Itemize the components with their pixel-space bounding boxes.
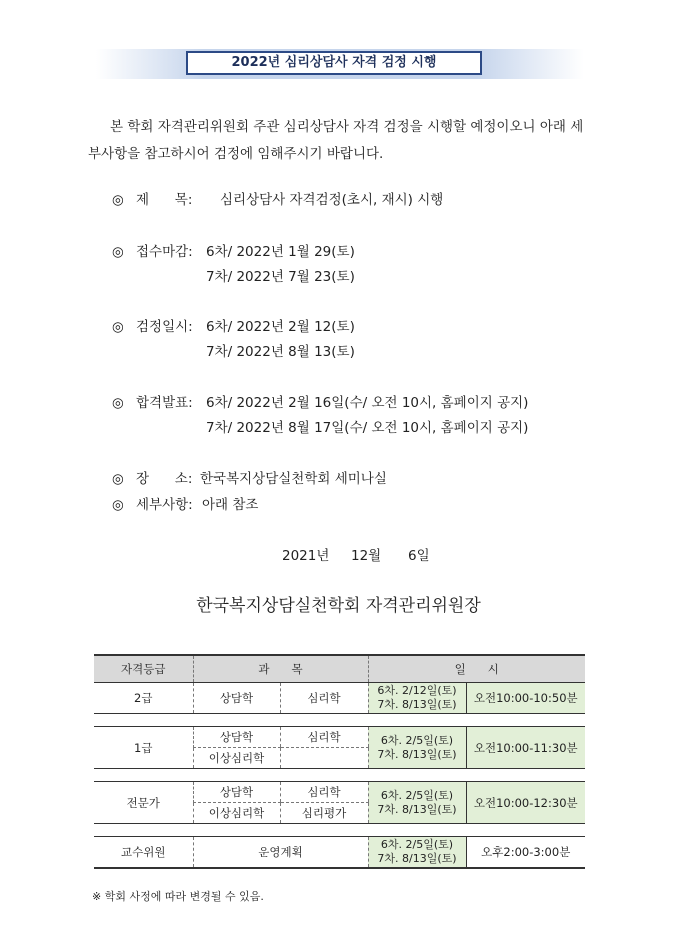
date-line-1: 6차. 2/5일(토) bbox=[380, 733, 454, 747]
date-cell bbox=[368, 837, 466, 869]
page-title: 2022년 심리상담사 자격 검정 시행 bbox=[186, 51, 482, 75]
date-cell bbox=[368, 727, 466, 769]
subject-cell: 이상심리학 bbox=[193, 748, 280, 769]
row-gap bbox=[94, 824, 585, 837]
date-line-1: 6차. 2/12일(토) bbox=[377, 684, 457, 697]
table-row bbox=[94, 782, 585, 803]
subject-cell: 운영계획 bbox=[193, 837, 368, 869]
subject-item bbox=[112, 188, 443, 213]
exam-line2: 7차/ 2022년 8월 13(토) bbox=[206, 344, 355, 360]
header-grade: 자격등급 bbox=[94, 655, 193, 683]
date-line-2: 7차. 8/13일(토) bbox=[377, 747, 457, 761]
date-day: 6일 bbox=[408, 548, 430, 564]
bullet-mark: ◎ bbox=[112, 244, 124, 260]
schedule-table bbox=[94, 654, 585, 869]
details-value: 아래 참조 bbox=[202, 497, 259, 513]
grade-cell: 교수위원 bbox=[94, 837, 193, 869]
exam-line1: 6차/ 2022년 2월 12(토) bbox=[206, 319, 355, 335]
subject-cell: 심리학 bbox=[280, 782, 368, 803]
deadline-label: 접수마감: bbox=[136, 244, 193, 260]
details-label: 세부사항: bbox=[136, 497, 193, 513]
place-item bbox=[112, 467, 387, 492]
subject-cell: 상담학 bbox=[193, 727, 280, 748]
table-row bbox=[94, 837, 585, 869]
grade-cell: 전문가 bbox=[94, 782, 193, 824]
bullet-mark: ◎ bbox=[112, 319, 124, 335]
date-line-2: 7차. 8/13일(토) bbox=[377, 698, 457, 711]
subject-cell bbox=[280, 748, 368, 769]
place-value: 한국복지상담실천학회 세미나실 bbox=[200, 471, 387, 487]
row-gap bbox=[94, 769, 585, 782]
table-row bbox=[94, 727, 585, 748]
date-year: 2021년 bbox=[282, 548, 330, 564]
result-label: 합격발표: bbox=[136, 395, 193, 411]
table-header-row bbox=[94, 655, 585, 683]
header-schedule: 일 시 bbox=[368, 655, 585, 683]
result-line2: 7차/ 2022년 8월 17일(수/ 오전 10시, 홈페이지 공지) bbox=[206, 420, 529, 436]
deadline-item bbox=[112, 240, 355, 265]
result-item bbox=[112, 391, 528, 416]
subject-cell: 상담학 bbox=[193, 782, 280, 803]
date-line-2: 7차. 8/13일(토) bbox=[377, 852, 457, 865]
bullet-mark: ◎ bbox=[112, 192, 124, 208]
bullet-mark: ◎ bbox=[112, 471, 124, 487]
exam-label: 검정일시: bbox=[136, 319, 193, 335]
footnote: ※ 학회 사정에 따라 변경될 수 있음. bbox=[92, 890, 264, 903]
intro-paragraph: 본 학회 자격관리위원회 주관 심리상담사 자격 검정을 시행할 예정이오니 아래 세부사항을 참고하시어 검정에 임해주시기 바랍니다. bbox=[88, 119, 584, 162]
subject-value: 심리상담사 자격검정(초시, 재시) 시행 bbox=[220, 192, 444, 208]
details-item bbox=[112, 493, 258, 518]
title-banner bbox=[96, 49, 584, 79]
bullet-mark: ◎ bbox=[112, 497, 124, 513]
place-label: 장 소: bbox=[136, 471, 193, 487]
time-cell: 오전10:00-10:50분 bbox=[466, 683, 585, 714]
row-gap bbox=[94, 714, 585, 727]
grade-cell: 1급 bbox=[94, 727, 193, 769]
time-cell: 오전10:00-11:30분 bbox=[466, 727, 585, 769]
date-line-1: 6차. 2/5일(토) bbox=[380, 788, 454, 802]
date-cell bbox=[368, 782, 466, 824]
table-row bbox=[94, 683, 585, 714]
date-month: 12월 bbox=[351, 548, 382, 564]
date-line-2: 7차. 8/13일(토) bbox=[377, 802, 457, 816]
subject-cell: 상담학 bbox=[193, 683, 280, 714]
subject-label: 제 목: bbox=[136, 192, 193, 208]
grade-cell: 2급 bbox=[94, 683, 193, 714]
exam-item bbox=[112, 315, 355, 340]
subject-cell: 심리평가 bbox=[280, 803, 368, 824]
time-cell: 오후2:00-3:00분 bbox=[466, 837, 585, 869]
time-cell: 오전10:00-12:30분 bbox=[466, 782, 585, 824]
date-cell bbox=[368, 683, 466, 714]
header-subject: 과 목 bbox=[193, 655, 368, 683]
subject-cell: 심리학 bbox=[280, 683, 368, 714]
result-line1: 6차/ 2022년 2월 16일(수/ 오전 10시, 홈페이지 공지) bbox=[206, 395, 529, 411]
bullet-mark: ◎ bbox=[112, 395, 124, 411]
subject-cell: 심리학 bbox=[280, 727, 368, 748]
subject-cell: 이상심리학 bbox=[193, 803, 280, 824]
organization-signature: 한국복지상담실천학회 자격관리위원장 bbox=[196, 596, 481, 616]
deadline-line2: 7차/ 2022년 7월 23(토) bbox=[206, 269, 355, 285]
deadline-line1: 6차/ 2022년 1월 29(토) bbox=[206, 244, 355, 260]
date-line-1: 6차. 2/5일(토) bbox=[380, 838, 454, 851]
